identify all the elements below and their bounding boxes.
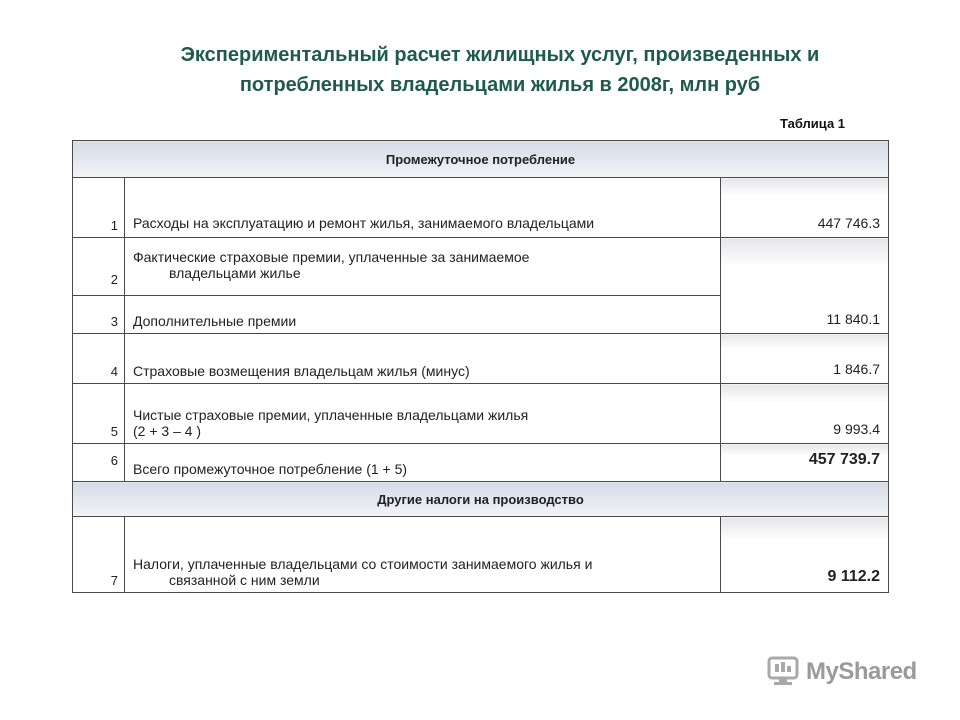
table-row-total xyxy=(73,444,889,482)
row-description-line-2: связанной с ним земли xyxy=(169,572,320,588)
table-row xyxy=(73,334,889,384)
row-description xyxy=(125,384,721,444)
row-number: 7 xyxy=(73,517,125,593)
row-description-line-2: (2 + 3 – 4 ) xyxy=(133,423,202,439)
housing-services-table xyxy=(72,140,889,593)
row-description-line-1: Налоги, уплаченные владельцами со стоимости занимаемого жилья и xyxy=(133,556,593,572)
row-description-line-1: Чистые страховые премии, уплаченные владельцами жилья xyxy=(133,407,529,423)
row-value: 11 840.1 xyxy=(721,238,889,334)
row-number: 3 xyxy=(73,296,125,334)
section-header-intermediate xyxy=(73,141,889,178)
row-description: Расходы на эксплуатацию и ремонт жилья, занимаемого владельцами xyxy=(125,178,721,238)
row-description: Страховые возмещения владельцам жилья (минус) xyxy=(125,334,721,384)
page-title xyxy=(60,40,940,100)
title-line-2: потребленных владельцами жилья в 2008г, млн руб xyxy=(239,74,761,96)
row-description: Дополнительные премии xyxy=(125,296,721,334)
table-label: Таблица 1 xyxy=(780,116,846,131)
table-row xyxy=(73,178,889,238)
row-description xyxy=(125,517,721,593)
row-number: 2 xyxy=(73,238,125,296)
watermark-logo xyxy=(766,656,917,688)
table-row xyxy=(73,384,889,444)
row-description: Всего промежуточное потребление (1 + 5) xyxy=(125,444,721,482)
watermark-text: MyShared xyxy=(806,658,917,685)
row-number: 1 xyxy=(73,178,125,238)
row-number: 4 xyxy=(73,334,125,384)
row-value: 9 993.4 xyxy=(721,384,889,444)
section-title: Другие налоги на производство xyxy=(73,482,889,517)
row-number: 6 xyxy=(73,444,125,482)
myshared-logo-icon xyxy=(766,656,800,688)
table-row xyxy=(73,238,889,296)
table-row xyxy=(73,517,889,593)
row-value: 447 746.3 xyxy=(721,178,889,238)
section-header-other-taxes xyxy=(73,482,889,517)
title-line-1: Экспериментальный расчет жилищных услуг, произведенных и xyxy=(180,44,820,66)
section-title: Промежуточное потребление xyxy=(73,141,889,178)
row-description xyxy=(125,238,721,296)
row-value: 9 112.2 xyxy=(721,517,889,593)
row-description-line-2: владельцами жилье xyxy=(169,264,301,281)
row-value: 1 846.7 xyxy=(721,334,889,384)
row-number: 5 xyxy=(73,384,125,444)
row-value: 457 739.7 xyxy=(721,444,889,482)
row-description-line-1: Фактические страховые премии, уплаченные за занимаемое xyxy=(133,248,530,265)
